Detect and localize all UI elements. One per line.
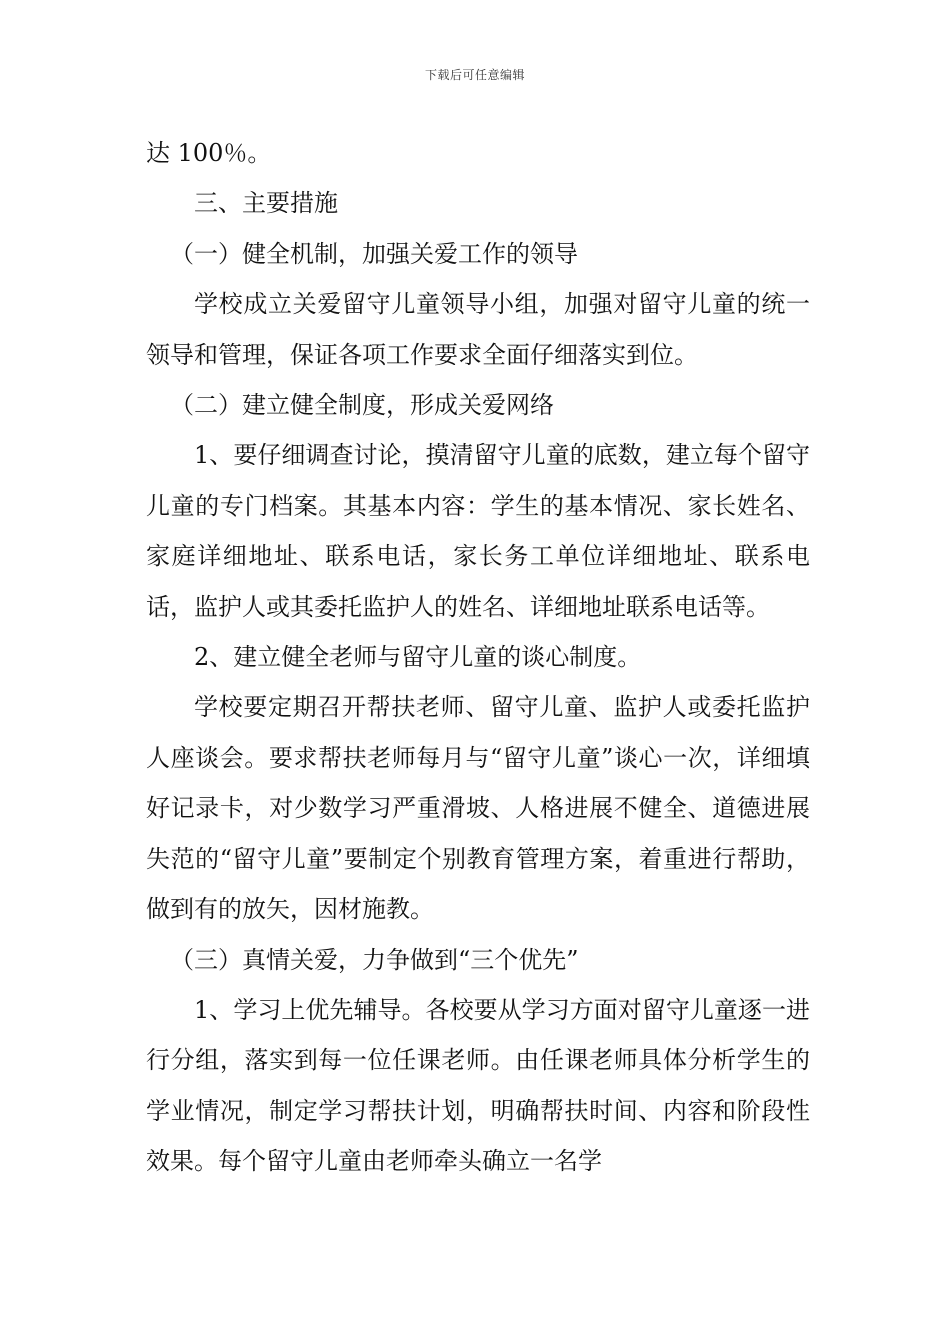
document-body (146, 128, 810, 1187)
subheading-three-priorities: （三）真情关爱，力争做到“三个优先” (170, 945, 579, 974)
subheading-system: （二）建立健全制度，形成关爱网络 (170, 391, 554, 420)
paragraph-continuation: 达 100％。 (146, 139, 272, 167)
subheading-mechanism: （一）健全机制，加强关爱工作的领导 (170, 239, 578, 268)
paragraph-heart-talk-system: 2、建立健全老师与留守儿童的谈心制度。 (194, 643, 642, 672)
paragraph-study-tutoring: 1、学习上优先辅导。各校要从学习方面对留守儿童逐一进行分组，落实到每一位任课老师。由任课老师具体分析学生的学业情况，制定学习帮扶计划，明确帮扶时间、内容和阶段性效果。每个留守儿童由老师牵头确立一名学 (146, 995, 810, 1176)
paragraph-symposium: 学校要定期召开帮扶老师、留守儿童、监护人或委托监护人座谈会。要求帮扶老师每月与“留守儿童”谈心一次，详细填好记录卡，对少数学习严重滑坡、人格进展不健全、道德进展失范的“留守儿童”要制定个别教育管理方案，着重进行帮助，做到有的放矢，因材施教。 (146, 693, 810, 924)
paragraph-archives: 1、要仔细调查讨论，摸清留守儿童的底数，建立每个留守儿童的专门档案。其基本内容：学生的基本情况、家长姓名、家庭详细地址、联系电话，家长务工单位详细地址、联系电话，监护人或其委托监护人的姓名、详细地址联系电话等。 (146, 441, 810, 621)
paragraph-leadership-group: 学校成立关爱留守儿童领导小组，加强对留守儿童的统一领导和管理，保证各项工作要求全面仔细落实到位。 (146, 290, 810, 369)
section-heading-measures: 三、主要措施 (194, 189, 338, 218)
page-header: 下载后可任意编辑 (424, 68, 525, 82)
